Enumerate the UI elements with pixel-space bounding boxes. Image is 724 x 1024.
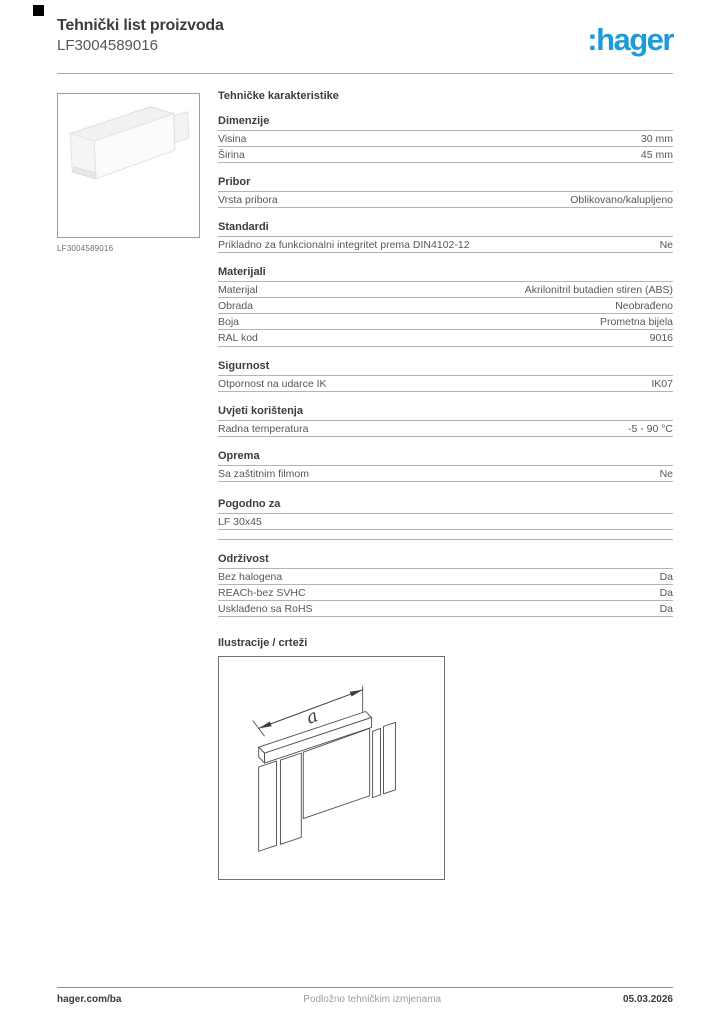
spec-row (218, 330, 673, 346)
spec-row (218, 192, 673, 208)
spec-label: Sa zaštitnim filmom (218, 467, 310, 480)
spec-row (218, 147, 673, 163)
spec-group (218, 115, 673, 482)
spec-label: Radna temperatura (218, 422, 309, 435)
spec-value: 9016 (649, 332, 673, 345)
spec-section (218, 498, 673, 540)
product-image (57, 93, 200, 238)
section-title: Oprema (218, 450, 673, 466)
spec-value: 45 mm (640, 149, 673, 162)
spec-row (218, 466, 673, 482)
spec-row (218, 237, 673, 253)
spec-value: IK07 (651, 377, 673, 390)
section-title: Pogodno za (218, 498, 673, 514)
page-title: Tehnički list proizvoda (57, 17, 224, 34)
footer-website: hager.com/ba (57, 994, 122, 1005)
spec-row (218, 282, 673, 298)
spec-group (218, 498, 673, 617)
spec-section (218, 553, 673, 617)
specifications-column (218, 90, 673, 880)
section-title: Održivost (218, 553, 673, 569)
spec-value: Da (659, 586, 673, 599)
product-image-column (57, 93, 202, 253)
section-title: Uvjeti korištenja (218, 405, 673, 421)
spec-row (218, 314, 673, 330)
hager-logo: :hager (587, 22, 673, 57)
spec-label: Otpornost na udarce IK (218, 377, 327, 390)
section-title: Standardi (218, 221, 673, 237)
spec-value: -5 - 90 °C (627, 422, 673, 435)
product-render-icon (58, 94, 199, 237)
header-divider (57, 73, 673, 74)
spec-label: Materijal (218, 284, 258, 297)
spec-label: REACh-bez SVHC (218, 586, 306, 599)
section-title: Materijali (218, 266, 673, 282)
footer (57, 994, 673, 1005)
spec-value: Prometna bijela (600, 316, 673, 329)
dimension-drawing (219, 657, 444, 879)
illustration-box (218, 656, 445, 880)
section-title: Dimenzije (218, 115, 673, 131)
section-title: Sigurnost (218, 360, 673, 376)
spec-row (218, 514, 673, 530)
spec-value: Da (659, 570, 673, 583)
spec-value: Neobrađeno (615, 300, 673, 313)
spec-value: 30 mm (640, 133, 673, 145)
spec-label: Visina (218, 133, 247, 145)
spec-label: Bez halogena (218, 570, 283, 583)
spec-row (218, 569, 673, 585)
spec-row (218, 131, 673, 147)
product-reference: LF3004589016 (57, 37, 158, 54)
spec-label: Vrsta pribora (218, 194, 278, 207)
footer-divider (57, 987, 673, 988)
footer-note: Podložno tehničkim izmjenama (303, 994, 442, 1005)
spec-section (218, 115, 673, 163)
spec-label: Širina (218, 149, 245, 162)
spec-label: RAL kod (218, 332, 258, 345)
spec-section (218, 266, 673, 346)
spec-value: Ne (659, 239, 673, 252)
spec-title: Tehničke karakteristike (218, 90, 339, 102)
spec-label: Obrada (218, 300, 254, 313)
spec-section (218, 360, 673, 392)
spec-row (218, 421, 673, 437)
product-image-caption: LF3004589016 (57, 244, 114, 253)
corner-mark-icon (33, 5, 44, 16)
footer-date: 05.03.2026 (622, 994, 673, 1005)
spec-value: Da (659, 602, 673, 615)
spec-section (218, 405, 673, 437)
spec-section (218, 450, 673, 482)
spec-row (218, 298, 673, 314)
spec-row (218, 601, 673, 617)
illustrations-title: Ilustracije / crteži (218, 636, 308, 649)
spec-label: Prikladno za funkcionalni integritet prema DIN4102-12 (218, 239, 470, 252)
spec-row (218, 585, 673, 601)
spec-value: Oblikovano/kalupljeno (570, 194, 673, 207)
spec-label: Usklađeno sa RoHS (218, 602, 313, 615)
spec-value: Akrilonitril butadien stiren (ABS) (524, 284, 673, 297)
dimension-label: a (303, 705, 321, 729)
spec-section (218, 176, 673, 208)
spec-row (218, 530, 673, 540)
section-title: Pribor (218, 176, 673, 192)
spec-value: Ne (659, 467, 673, 480)
spec-row (218, 376, 673, 392)
spec-label: Boja (218, 316, 240, 329)
spec-label: LF 30x45 (218, 515, 262, 528)
spec-section (218, 221, 673, 253)
